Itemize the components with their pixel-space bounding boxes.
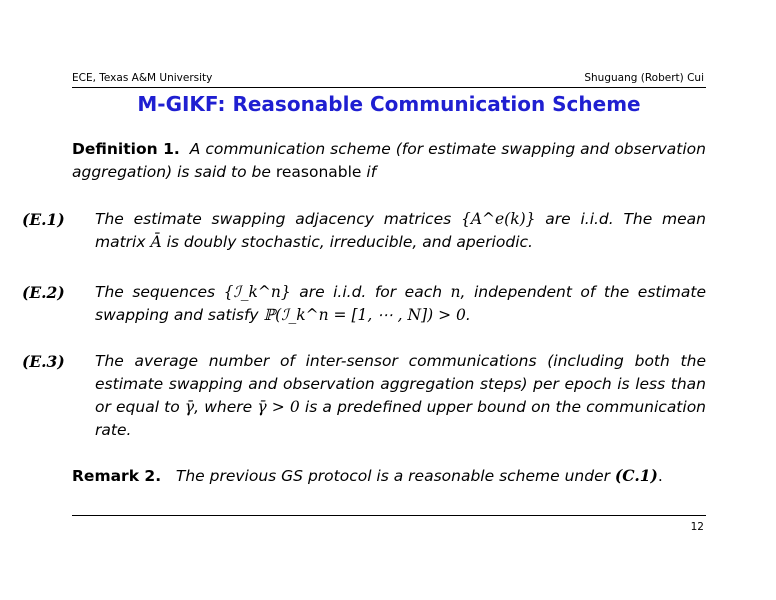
definition-keyword: reasonable <box>275 163 362 181</box>
condition-text: . <box>465 306 471 324</box>
condition-text: The average number of inter-sensor communications (including both the estimate swapping and observation aggregation steps) per epoch is less than or equal to <box>95 352 706 416</box>
condition-e2 <box>22 281 706 327</box>
condition-text: The sequences <box>95 283 224 301</box>
condition-tag: (E.2) <box>22 283 65 302</box>
remark-end: . <box>657 467 663 485</box>
condition-tag: (E.1) <box>22 210 65 229</box>
remark-block <box>72 464 706 488</box>
remark-label: Remark 2. <box>72 467 162 485</box>
condition-tag: (E.3) <box>22 352 65 371</box>
condition-body <box>95 208 706 254</box>
condition-text: are i.i.d. The mean matrix <box>95 210 706 251</box>
condition-body <box>95 281 706 327</box>
math-expression: γ̄ <box>184 398 195 416</box>
condition-text: , where <box>194 398 258 416</box>
header-divider <box>72 87 706 88</box>
condition-text: The estimate swapping adjacency matrices <box>95 210 461 228</box>
definition-text: A communication scheme (for estimate swapping and observation aggregation) is said to be <box>72 140 706 181</box>
condition-text: are i.i.d. for each <box>290 283 451 301</box>
math-expression: γ̄ > 0 <box>257 398 300 416</box>
math-expression: {ℐ_k^n} <box>223 283 291 301</box>
math-expression: {A^e(k)} <box>460 210 536 228</box>
condition-text: , independent of the estimate swapping and satisfy <box>95 283 707 324</box>
slide-title: M-GIKF: Reasonable Communication Scheme <box>137 92 641 116</box>
definition-text-end: if <box>366 163 377 181</box>
definition-label: Definition 1. <box>72 140 180 158</box>
definition-block <box>72 138 706 184</box>
header-author: Shuguang (Robert) Cui <box>584 72 704 84</box>
condition-text: is a predefined upper bound on the communication rate. <box>95 398 707 439</box>
condition-e3 <box>22 350 706 442</box>
condition-body <box>95 350 706 442</box>
remark-reference: (C.1) <box>614 466 658 485</box>
math-expression: Ā <box>150 233 162 251</box>
page-number: 12 <box>690 521 704 533</box>
math-expression: n <box>450 283 461 301</box>
remark-text: The previous GS protocol is a reasonable scheme under <box>175 467 610 485</box>
header-affiliation: ECE, Texas A&M University <box>72 72 213 84</box>
condition-e1 <box>22 208 706 254</box>
math-expression: ℙ(ℐ_k^n = [1, ⋯ , N]) > 0 <box>263 306 466 324</box>
condition-text: is doubly stochastic, irreducible, and aperiodic. <box>161 233 533 251</box>
footer-divider <box>72 515 706 516</box>
